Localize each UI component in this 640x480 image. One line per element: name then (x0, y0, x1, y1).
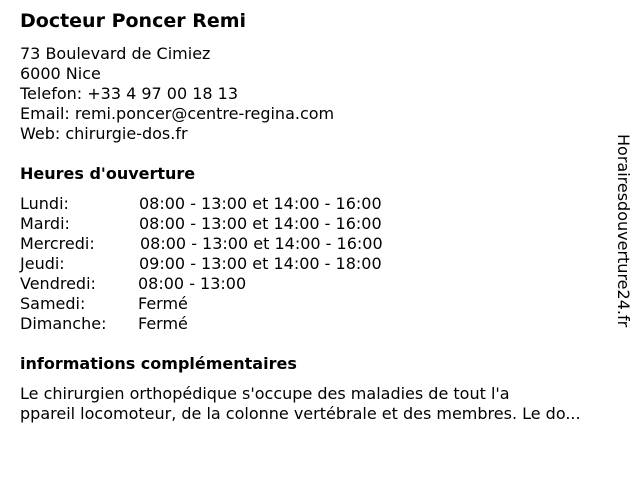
day-hours: 08:00 - 13:00 et 14:00 - 16:00 (140, 234, 383, 253)
day-hours: Fermé (138, 294, 188, 313)
hours-heading: Heures d'ouverture (20, 164, 196, 183)
email-line: Email: remi.poncer@centre-regina.com (20, 104, 335, 123)
day-label: Dimanche: (20, 314, 107, 333)
info-description (20, 384, 630, 424)
site-watermark: Horairesdouverture24.fr (614, 134, 633, 328)
info-line-2: ppareil locomoteur, de la colonne vertébrale et des membres. Le do... (20, 404, 581, 423)
phone-line: Telefon: +33 4 97 00 18 13 (20, 84, 239, 103)
business-name: Docteur Poncer Remi (20, 10, 247, 32)
info-heading: informations complémentaires (20, 354, 297, 373)
day-label: Lundi: (20, 194, 69, 213)
contact-block (20, 44, 334, 144)
day-hours: 08:00 - 13:00 et 14:00 - 16:00 (139, 214, 382, 233)
info-line-1: Le chirurgien orthopédique s'occupe des maladies de tout l'a (20, 384, 510, 403)
day-hours: 08:00 - 13:00 (138, 274, 247, 293)
address-line-2: 6000 Nice (20, 64, 101, 83)
day-label: Vendredi: (20, 274, 96, 293)
day-hours: 09:00 - 13:00 et 14:00 - 18:00 (139, 254, 382, 273)
address-line-1: 73 Boulevard de Cimiez (20, 44, 211, 63)
day-hours: 08:00 - 13:00 et 14:00 - 16:00 (139, 194, 382, 213)
day-label: Samedi: (20, 294, 86, 313)
web-line: Web: chirurgie-dos.fr (20, 124, 188, 143)
day-label: Jeudi: (20, 254, 65, 273)
day-hours: Fermé (138, 314, 188, 333)
day-label: Mercredi: (20, 234, 95, 253)
day-label: Mardi: (20, 214, 70, 233)
